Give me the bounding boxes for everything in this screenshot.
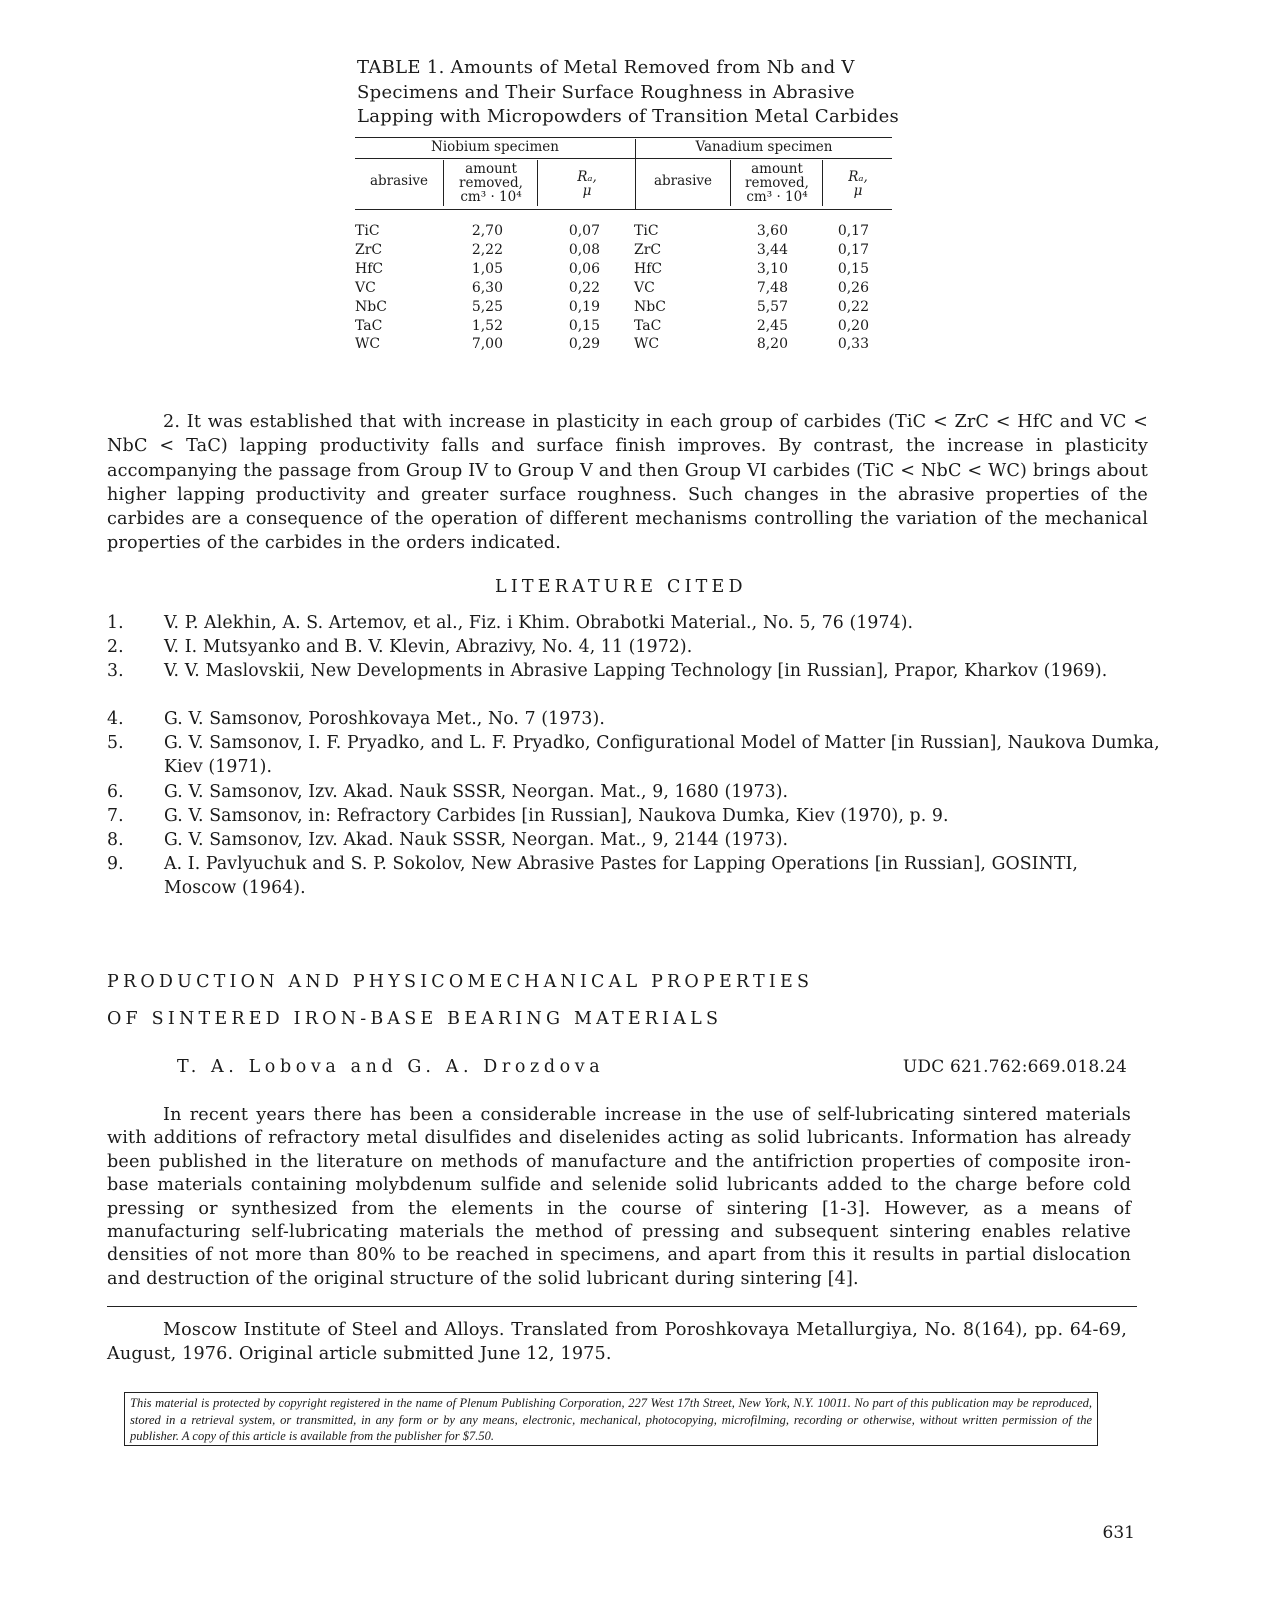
cell-abrasive-nb: TiC: [355, 223, 380, 239]
cell-abrasive-nb: VC: [355, 279, 376, 296]
cell-abrasive-nb: WC: [355, 336, 381, 353]
cell-ra-nb: 0,22: [568, 279, 600, 296]
table-caption-line: TABLE 1. Amounts of Metal Removed from Nb and V: [357, 57, 855, 78]
cell-abrasive-v: TaC: [634, 317, 662, 334]
table-caption: [357, 56, 917, 130]
header-amount-nb: amount removed, cm³ · 10⁴: [459, 161, 523, 205]
reference-number: 1.: [107, 613, 124, 633]
article-title-line-1: PRODUCTION AND PHYSICOMECHANICAL PROPERTIES: [107, 972, 814, 992]
table-group-rule: [355, 158, 892, 159]
cell-abrasive-nb: TaC: [355, 317, 383, 334]
reference-text: G. V. Samsonov, Poroshkovaya Met., No. 7 (1973).: [164, 709, 605, 729]
reference-number: 2.: [107, 637, 124, 657]
cell-abrasive-v: VC: [634, 279, 655, 296]
table-caption-line: Lapping with Micropowders of Transition Metal Carbides: [357, 106, 900, 127]
cell-ra-nb: 0,29: [568, 336, 600, 353]
reference-number: 8.: [107, 830, 124, 850]
cell-ra-nb: 0,08: [568, 241, 600, 258]
page-number: 631: [1102, 1523, 1135, 1543]
cell-ra-v: 0,17: [837, 241, 869, 258]
header-amount-v: amount removed, cm³ · 10⁴: [745, 161, 809, 205]
cell-abrasive-v: WC: [634, 336, 660, 353]
cell-ra-nb: 0,15: [568, 317, 600, 334]
reference-text: G. V. Samsonov, I. F. Pryadko, and L. F. Pryadko, Configurational Model of Matter [in Russian], Naukova Dumka, Kiev (1971).: [164, 733, 1160, 778]
cell-ra-v: 0,20: [837, 317, 869, 334]
cell-abrasive-nb: ZrC: [355, 241, 383, 258]
affiliation-footnote: Moscow Institute of Steel and Alloys. Translated from Poroshkovaya Metallurgiya, No. 8(164), pp. 64-69, August, 1976. Original article submitted June 12, 1975.: [107, 1320, 1127, 1365]
reference-text: A. I. Pavlyuchuk and S. P. Sokolov, New Abrasive Pastes for Lapping Operations [in Russian], GOSINTI, Moscow (1964).: [164, 854, 1078, 899]
reference-text: G. V. Samsonov, Izv. Akad. Nauk SSSR, Neorgan. Mat., 9, 1680 (1973).: [164, 782, 789, 802]
cell-ra-v: 0,22: [837, 298, 869, 315]
cell-ra-v: 0,26: [837, 279, 869, 296]
header-ra-v: Rₐ, μ: [848, 169, 868, 199]
article-title-line-2: OF SINTERED IRON-BASE BEARING MATERIALS: [107, 1009, 723, 1029]
copyright-notice: This material is protected by copyright registered in the name of Plenum Publishing Corporation, 227 West 17th Street, New York, N.Y. 10011. No part of this publication may be reproduced, stored in a retrieval system, or transmitted, in any form or by any means, electronic, mechanical, photocopying, microfilming, recording or otherwise, without written permission of the publisher. A copy of this article is available from the publisher for $7.50.: [124, 1392, 1098, 1446]
reference-text: V. V. Maslovskii, New Developments in Abrasive Lapping Technology [in Russian], Prapor, Kharkov (1969).: [164, 661, 1108, 681]
cell-amount-nb: 6,30: [471, 279, 503, 296]
table-col-divider: [822, 160, 823, 206]
reference-text: G. V. Samsonov, Izv. Akad. Nauk SSSR, Neorgan. Mat., 9, 2144 (1973).: [164, 830, 789, 850]
table-col-divider: [443, 160, 444, 206]
cell-amount-nb: 2,22: [471, 241, 503, 258]
cell-amount-nb: 1,52: [471, 317, 503, 334]
conclusion-paragraph: 2. It was established that with increase in plasticity in each group of carbides (TiC < ZrC < HfC and VC < NbC < TaC) lapping productivity falls and surface finish improves. By contrast, the increase in plasticity accompanying the passage from Group IV to Group V and then Group VI carbides (TiC < NbC < WC) brings about higher lapping productivity and greater surface roughness. Such changes in the abrasive properties of the carbides are a consequence of the operation of different mechanisms controlling the variation of the mechanical properties of the carbides in the orders indicated.: [107, 412, 1148, 554]
cell-amount-v: 3,60: [756, 223, 788, 239]
reference-number: 7.: [107, 806, 124, 826]
reference-text: G. V. Samsonov, in: Refractory Carbides [in Russian], Naukova Dumka, Kiev (1970), p. 9.: [164, 806, 949, 826]
group-header-vanadium: Vanadium specimen: [695, 139, 833, 155]
literature-heading: LITERATURE CITED: [495, 577, 747, 597]
cell-ra-nb: 0,06: [568, 260, 600, 277]
reference-text: V. I. Mutsyanko and B. V. Klevin, Abrazivy, No. 4, 11 (1972).: [164, 637, 693, 657]
cell-amount-v: 8,20: [756, 336, 788, 353]
cell-ra-nb: 0,19: [568, 298, 600, 315]
cell-abrasive-v: ZrC: [634, 241, 662, 258]
reference-number: 4.: [107, 709, 124, 729]
table-caption-line: Specimens and Their Surface Roughness in Abrasive: [357, 81, 855, 103]
cell-ra-v: 0,17: [837, 223, 869, 239]
cell-amount-nb: 2,70: [471, 223, 503, 239]
footnote-rule: [107, 1306, 1137, 1307]
cell-amount-v: 2,45: [756, 317, 788, 334]
reference-number: 6.: [107, 782, 124, 802]
table-header-rule: [355, 209, 892, 210]
article-authors: T. A. Lobova and G. A. Drozdova: [177, 1057, 605, 1077]
cell-amount-v: 3,44: [756, 241, 788, 258]
article-udc: UDC 621.762:669.018.24: [902, 1057, 1127, 1077]
cell-abrasive-nb: HfC: [355, 260, 384, 277]
cell-abrasive-v: TiC: [634, 223, 659, 239]
reference-number: 5.: [107, 733, 124, 753]
reference-text: V. P. Alekhin, A. S. Artemov, et al., Fiz. i Khim. Obrabotki Material., No. 5, 76 (1974).: [164, 613, 914, 633]
table-col-divider: [537, 160, 538, 206]
cell-amount-v: 7,48: [756, 279, 788, 296]
cell-ra-v: 0,33: [837, 336, 869, 353]
header-abrasive-nb: abrasive: [369, 173, 429, 189]
reference-number: 3.: [107, 661, 124, 681]
cell-abrasive-v: HfC: [634, 260, 663, 277]
cell-abrasive-nb: NbC: [355, 298, 387, 315]
cell-amount-nb: 7,00: [471, 336, 503, 353]
reference-number: 9.: [107, 854, 124, 874]
header-abrasive-v: abrasive: [653, 173, 713, 189]
cell-amount-nb: 5,25: [471, 298, 503, 315]
article-intro-paragraph: In recent years there has been a considerable increase in the use of self-lubricating sintered materials with additions of refractory metal disulfides and diselenides acting as solid lubricants. Information has already been published in the literature on methods of manufacture and the antifriction properties of composite iron-base materials containing molybdenum sulfide and selenide solid lubricants added to the charge before cold pressing or synthesized from the elements in the course of sintering [1-3]. However, as a means of manufacturing self-lubricating materials the method of pressing and subsequent sintering enables relative densities of not more than 80% to be reached in specimens, and apart from this it results in partial dislocation and destruction of the original structure of the solid lubricant during sintering [4].: [107, 1105, 1131, 1289]
header-ra-nb: Rₐ, μ: [577, 169, 597, 199]
cell-amount-v: 3,10: [756, 260, 788, 277]
cell-amount-v: 5,57: [756, 298, 788, 315]
cell-ra-v: 0,15: [837, 260, 869, 277]
cell-abrasive-v: NbC: [634, 298, 666, 315]
cell-amount-nb: 1,05: [471, 260, 503, 277]
cell-ra-nb: 0,07: [568, 223, 600, 239]
group-header-niobium: Niobium specimen: [431, 139, 559, 155]
table-top-rule: [355, 137, 892, 138]
table-col-divider: [730, 160, 731, 206]
